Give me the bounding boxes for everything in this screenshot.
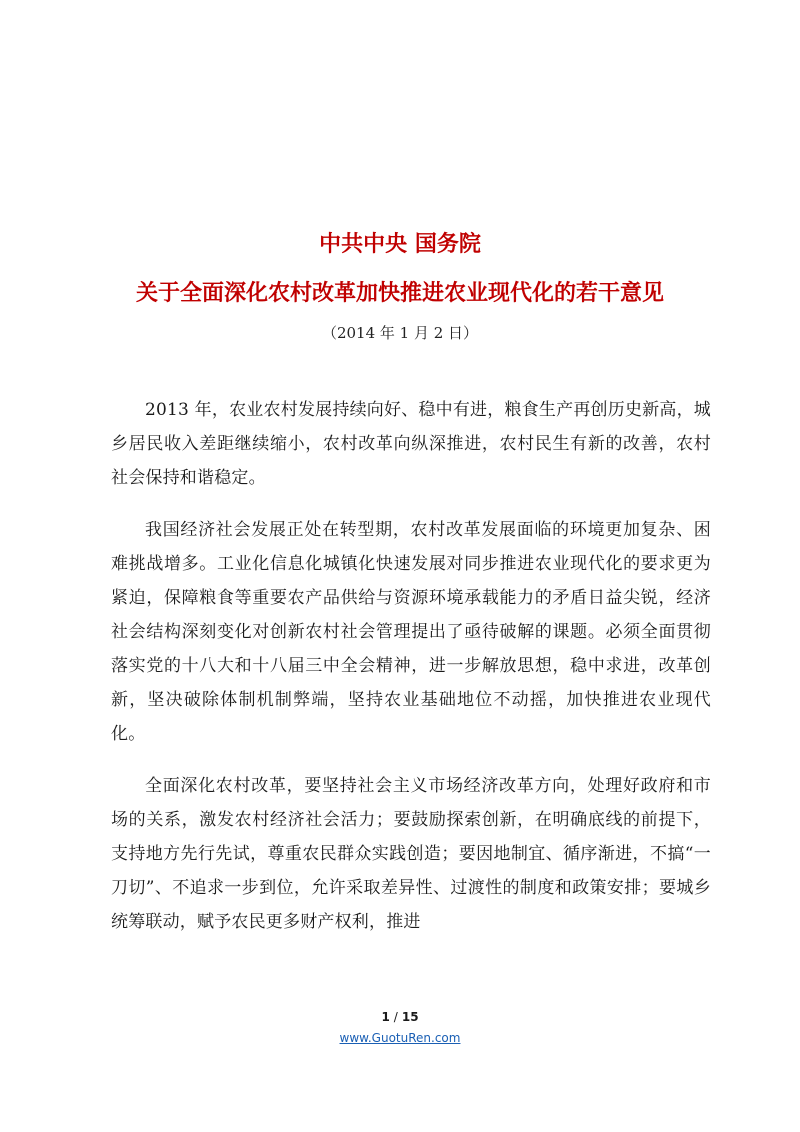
document-title-issuer: 中共中央 国务院 <box>319 232 481 257</box>
document-date: （2014 年 1 月 2 日） <box>321 324 479 342</box>
document-title: 关于全面深化农村改革加快推进农业现代化的若干意见 <box>135 281 664 306</box>
page-current: 1 <box>381 1010 390 1024</box>
page-total: 15 <box>401 1010 419 1024</box>
paragraph-1: 2013 年，农业农村发展持续向好、稳中有进，粮食生产再创历史新高，城乡居民收入差距继续缩小，农村改革向纵深推进，农村民生有新的改善，农村社会保持和谐稳定。 <box>111 400 711 488</box>
page-number <box>0 1010 800 1024</box>
site-link[interactable]: www.GuotuRen.com <box>339 1031 461 1045</box>
paragraph-2: 我国经济社会发展正处在转型期，农村改革发展面临的环境更加复杂、困难挑战增多。工业化信息化城镇化快速发展对同步推进农业现代化的要求更为紧迫，保障粮食等重要农产品供给与资源环境承载能力的矛盾日益尖锐，经济社会结构深刻变化对创新农村社会管理提出了亟待破解的课题。必须全面贯彻落实党的十八大和十八届三中全会精神，进一步解放思想，稳中求进，改革创新，坚决破除体制机制弊端，坚持农业基础地位不动摇，加快推进农业现代化。 <box>111 520 711 744</box>
document-body <box>111 393 711 957</box>
page-separator: / <box>393 1010 398 1024</box>
paragraph-3: 全面深化农村改革，要坚持社会主义市场经济改革方向，处理好政府和市场的关系，激发农村经济社会活力；要鼓励探索创新，在明确底线的前提下，支持地方先行先试，尊重农民群众实践创造；要因地制宜、循序渐进，不搞“一刀切”、不追求一步到位，允许采取差异性、过渡性的制度和政策安排；要城乡统筹联动，赋予农民更多财产权利，推进 <box>111 776 711 932</box>
